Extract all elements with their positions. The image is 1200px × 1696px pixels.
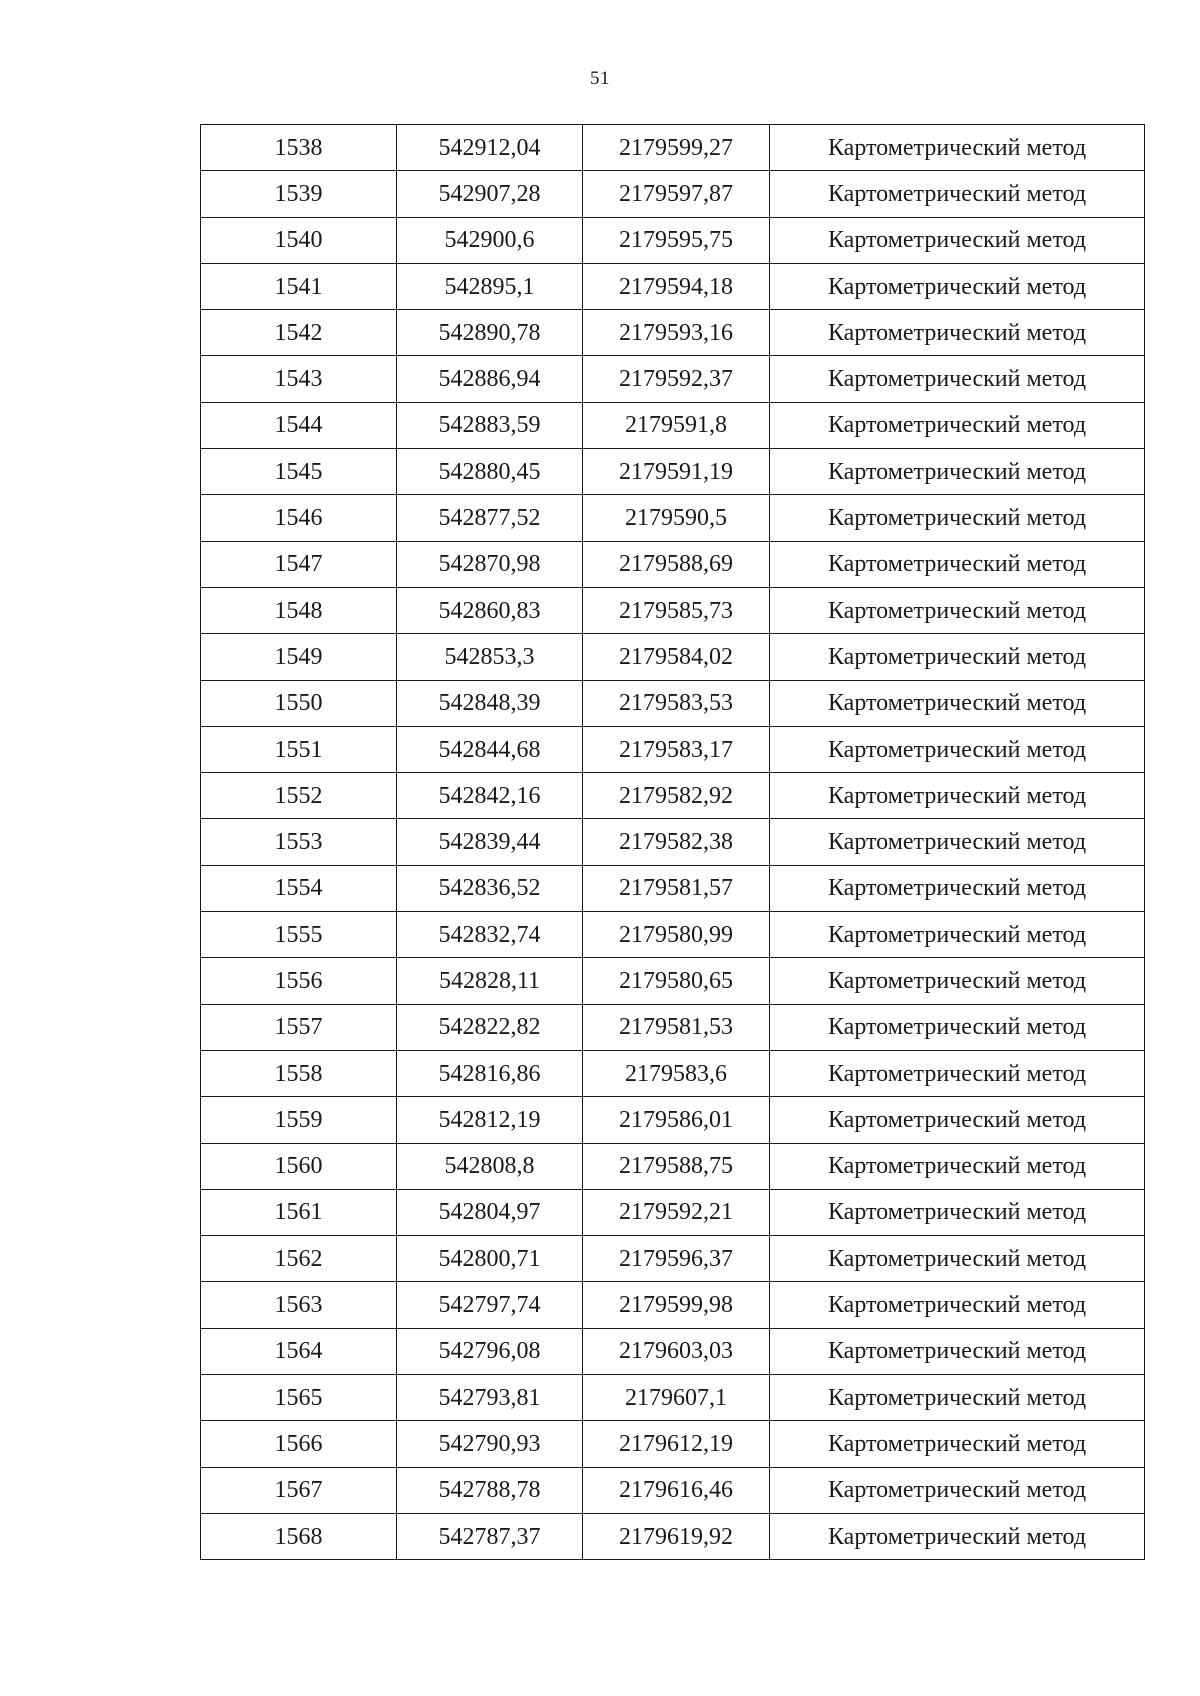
method-cell: Картометрический метод (770, 541, 1145, 587)
method-cell: Картометрический метод (770, 125, 1145, 171)
method-cell: Картометрический метод (770, 402, 1145, 448)
y-coordinate-cell: 2179619,92 (583, 1513, 770, 1559)
point-number-cell: 1556 (201, 958, 397, 1004)
table-row (201, 125, 1145, 171)
x-coordinate-cell: 542907,28 (397, 171, 583, 217)
coordinates-table (200, 124, 1145, 1560)
method-cell: Картометрический метод (770, 356, 1145, 402)
table-row (201, 1143, 1145, 1189)
method-cell: Картометрический метод (770, 865, 1145, 911)
table-row (201, 912, 1145, 958)
table-row (201, 958, 1145, 1004)
method-cell: Картометрический метод (770, 819, 1145, 865)
x-coordinate-cell: 542822,82 (397, 1004, 583, 1050)
x-coordinate-cell: 542883,59 (397, 402, 583, 448)
y-coordinate-cell: 2179582,92 (583, 773, 770, 819)
x-coordinate-cell: 542800,71 (397, 1236, 583, 1282)
y-coordinate-cell: 2179583,17 (583, 726, 770, 772)
table-row (201, 1467, 1145, 1513)
point-number-cell: 1541 (201, 263, 397, 309)
point-number-cell: 1568 (201, 1513, 397, 1559)
table-row (201, 1004, 1145, 1050)
method-cell: Картометрический метод (770, 1189, 1145, 1235)
method-cell: Картометрический метод (770, 958, 1145, 1004)
method-cell: Картометрический метод (770, 171, 1145, 217)
x-coordinate-cell: 542828,11 (397, 958, 583, 1004)
x-coordinate-cell: 542844,68 (397, 726, 583, 772)
point-number-cell: 1542 (201, 310, 397, 356)
point-number-cell: 1555 (201, 912, 397, 958)
point-number-cell: 1559 (201, 1097, 397, 1143)
table-row (201, 263, 1145, 309)
point-number-cell: 1560 (201, 1143, 397, 1189)
point-number-cell: 1547 (201, 541, 397, 587)
x-coordinate-cell: 542870,98 (397, 541, 583, 587)
method-cell: Картометрический метод (770, 912, 1145, 958)
point-number-cell: 1550 (201, 680, 397, 726)
method-cell: Картометрический метод (770, 1004, 1145, 1050)
point-number-cell: 1551 (201, 726, 397, 772)
y-coordinate-cell: 2179588,69 (583, 541, 770, 587)
page-number: 51 (590, 68, 610, 89)
table-row (201, 1189, 1145, 1235)
y-coordinate-cell: 2179599,27 (583, 125, 770, 171)
y-coordinate-cell: 2179582,38 (583, 819, 770, 865)
table-row (201, 1282, 1145, 1328)
method-cell: Картометрический метод (770, 1421, 1145, 1467)
method-cell: Картометрический метод (770, 310, 1145, 356)
x-coordinate-cell: 542860,83 (397, 587, 583, 633)
method-cell: Картометрический метод (770, 726, 1145, 772)
table-row (201, 1236, 1145, 1282)
y-coordinate-cell: 2179612,19 (583, 1421, 770, 1467)
point-number-cell: 1544 (201, 402, 397, 448)
method-cell: Картометрический метод (770, 680, 1145, 726)
point-number-cell: 1543 (201, 356, 397, 402)
table-row (201, 217, 1145, 263)
y-coordinate-cell: 2179595,75 (583, 217, 770, 263)
point-number-cell: 1567 (201, 1467, 397, 1513)
point-number-cell: 1552 (201, 773, 397, 819)
y-coordinate-cell: 2179594,18 (583, 263, 770, 309)
method-cell: Картометрический метод (770, 634, 1145, 680)
point-number-cell: 1554 (201, 865, 397, 911)
x-coordinate-cell: 542793,81 (397, 1375, 583, 1421)
y-coordinate-cell: 2179585,73 (583, 587, 770, 633)
x-coordinate-cell: 542839,44 (397, 819, 583, 865)
method-cell: Картометрический метод (770, 1467, 1145, 1513)
table-row (201, 356, 1145, 402)
x-coordinate-cell: 542790,93 (397, 1421, 583, 1467)
x-coordinate-cell: 542836,52 (397, 865, 583, 911)
y-coordinate-cell: 2179597,87 (583, 171, 770, 217)
x-coordinate-cell: 542788,78 (397, 1467, 583, 1513)
y-coordinate-cell: 2179588,75 (583, 1143, 770, 1189)
table-row (201, 1050, 1145, 1096)
x-coordinate-cell: 542895,1 (397, 263, 583, 309)
x-coordinate-cell: 542816,86 (397, 1050, 583, 1096)
table-row (201, 819, 1145, 865)
point-number-cell: 1561 (201, 1189, 397, 1235)
x-coordinate-cell: 542912,04 (397, 125, 583, 171)
point-number-cell: 1566 (201, 1421, 397, 1467)
table-row (201, 171, 1145, 217)
x-coordinate-cell: 542853,3 (397, 634, 583, 680)
x-coordinate-cell: 542886,94 (397, 356, 583, 402)
table-row (201, 680, 1145, 726)
x-coordinate-cell: 542880,45 (397, 449, 583, 495)
table-row (201, 1513, 1145, 1559)
table-row (201, 865, 1145, 911)
table-row (201, 402, 1145, 448)
point-number-cell: 1549 (201, 634, 397, 680)
method-cell: Картометрический метод (770, 1050, 1145, 1096)
table-row (201, 495, 1145, 541)
x-coordinate-cell: 542832,74 (397, 912, 583, 958)
table-row (201, 634, 1145, 680)
y-coordinate-cell: 2179591,8 (583, 402, 770, 448)
point-number-cell: 1557 (201, 1004, 397, 1050)
y-coordinate-cell: 2179591,19 (583, 449, 770, 495)
table-row (201, 1328, 1145, 1374)
y-coordinate-cell: 2179599,98 (583, 1282, 770, 1328)
point-number-cell: 1553 (201, 819, 397, 865)
y-coordinate-cell: 2179584,02 (583, 634, 770, 680)
y-coordinate-cell: 2179580,65 (583, 958, 770, 1004)
method-cell: Картометрический метод (770, 495, 1145, 541)
point-number-cell: 1546 (201, 495, 397, 541)
y-coordinate-cell: 2179581,57 (583, 865, 770, 911)
method-cell: Картометрический метод (770, 773, 1145, 819)
x-coordinate-cell: 542804,97 (397, 1189, 583, 1235)
method-cell: Картометрический метод (770, 1097, 1145, 1143)
point-number-cell: 1548 (201, 587, 397, 633)
y-coordinate-cell: 2179592,21 (583, 1189, 770, 1235)
point-number-cell: 1565 (201, 1375, 397, 1421)
x-coordinate-cell: 542842,16 (397, 773, 583, 819)
x-coordinate-cell: 542787,37 (397, 1513, 583, 1559)
y-coordinate-cell: 2179593,16 (583, 310, 770, 356)
point-number-cell: 1538 (201, 125, 397, 171)
point-number-cell: 1562 (201, 1236, 397, 1282)
table-row (201, 541, 1145, 587)
x-coordinate-cell: 542796,08 (397, 1328, 583, 1374)
y-coordinate-cell: 2179583,53 (583, 680, 770, 726)
method-cell: Картометрический метод (770, 1328, 1145, 1374)
y-coordinate-cell: 2179607,1 (583, 1375, 770, 1421)
point-number-cell: 1558 (201, 1050, 397, 1096)
table-row (201, 726, 1145, 772)
point-number-cell: 1540 (201, 217, 397, 263)
method-cell: Картометрический метод (770, 1513, 1145, 1559)
y-coordinate-cell: 2179583,6 (583, 1050, 770, 1096)
y-coordinate-cell: 2179616,46 (583, 1467, 770, 1513)
y-coordinate-cell: 2179581,53 (583, 1004, 770, 1050)
y-coordinate-cell: 2179592,37 (583, 356, 770, 402)
method-cell: Картометрический метод (770, 587, 1145, 633)
table-row (201, 449, 1145, 495)
table-row (201, 773, 1145, 819)
x-coordinate-cell: 542797,74 (397, 1282, 583, 1328)
y-coordinate-cell: 2179603,03 (583, 1328, 770, 1374)
table-row (201, 1097, 1145, 1143)
table-row (201, 1421, 1145, 1467)
table-row (201, 1375, 1145, 1421)
method-cell: Картометрический метод (770, 449, 1145, 495)
method-cell: Картометрический метод (770, 263, 1145, 309)
method-cell: Картометрический метод (770, 1375, 1145, 1421)
point-number-cell: 1545 (201, 449, 397, 495)
method-cell: Картометрический метод (770, 217, 1145, 263)
x-coordinate-cell: 542877,52 (397, 495, 583, 541)
table-row (201, 310, 1145, 356)
y-coordinate-cell: 2179580,99 (583, 912, 770, 958)
method-cell: Картометрический метод (770, 1282, 1145, 1328)
y-coordinate-cell: 2179596,37 (583, 1236, 770, 1282)
table-row (201, 587, 1145, 633)
point-number-cell: 1539 (201, 171, 397, 217)
method-cell: Картометрический метод (770, 1143, 1145, 1189)
x-coordinate-cell: 542808,8 (397, 1143, 583, 1189)
method-cell: Картометрический метод (770, 1236, 1145, 1282)
x-coordinate-cell: 542848,39 (397, 680, 583, 726)
y-coordinate-cell: 2179586,01 (583, 1097, 770, 1143)
table-body (201, 125, 1145, 1560)
x-coordinate-cell: 542812,19 (397, 1097, 583, 1143)
point-number-cell: 1564 (201, 1328, 397, 1374)
y-coordinate-cell: 2179590,5 (583, 495, 770, 541)
x-coordinate-cell: 542890,78 (397, 310, 583, 356)
point-number-cell: 1563 (201, 1282, 397, 1328)
x-coordinate-cell: 542900,6 (397, 217, 583, 263)
